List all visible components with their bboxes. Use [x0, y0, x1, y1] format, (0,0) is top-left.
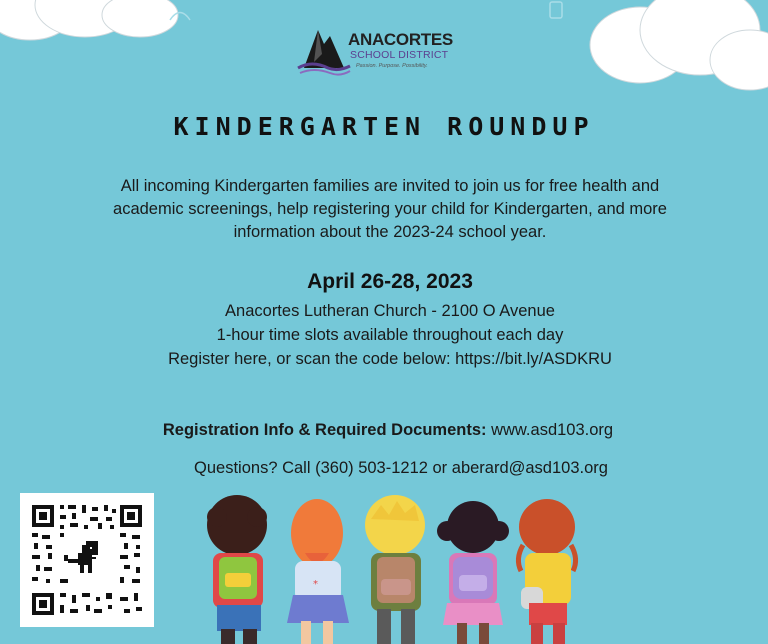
child-4: [437, 501, 509, 644]
qr-code[interactable]: [20, 493, 154, 627]
event-location: Anacortes Lutheran Church - 2100 O Avenue: [225, 302, 555, 320]
child-5: [518, 499, 575, 644]
registration-info: [0, 421, 768, 440]
svg-text:*: *: [313, 579, 318, 590]
child-2: [287, 499, 349, 644]
intro-line: information about the 2023-24 school year.: [233, 223, 547, 241]
event-slots: 1-hour time slots available throughout each day: [216, 326, 564, 344]
logo-subname: SCHOOL DISTRICT: [350, 49, 449, 61]
child-3: [365, 495, 425, 644]
mountain-logo-icon: [296, 22, 352, 78]
intro-line: academic screenings, help registering your child for Kindergarten, and more: [113, 200, 667, 218]
event-date: April 26-28, 2023: [307, 270, 473, 293]
qr-code-icon: [20, 493, 154, 627]
cloud-top-right-icon: [580, 0, 768, 95]
logo-tagline: Passion. Purpose. Possibility.: [356, 63, 428, 69]
district-logo: [296, 22, 466, 78]
children-illustration: [195, 495, 585, 644]
event-register-link[interactable]: Register here, or scan the code below: https://bit.ly/ASDKRU: [168, 350, 612, 368]
logo-name: ANACORTES: [348, 30, 453, 49]
questions-contact: Questions? Call (360) 503-1212 or aberard@asd103.org: [194, 459, 608, 477]
registration-url[interactable]: www.asd103.org: [491, 421, 614, 439]
intro-paragraph: [90, 175, 690, 244]
dinosaur-icon: [64, 541, 98, 573]
child-1: [207, 495, 267, 644]
registration-label: Registration Info & Required Documents:: [162, 421, 487, 439]
page-title: KINDERGARTEN ROUNDUP: [173, 112, 595, 141]
intro-line: All incoming Kindergarten families are invited to join us for free health and: [120, 177, 660, 195]
